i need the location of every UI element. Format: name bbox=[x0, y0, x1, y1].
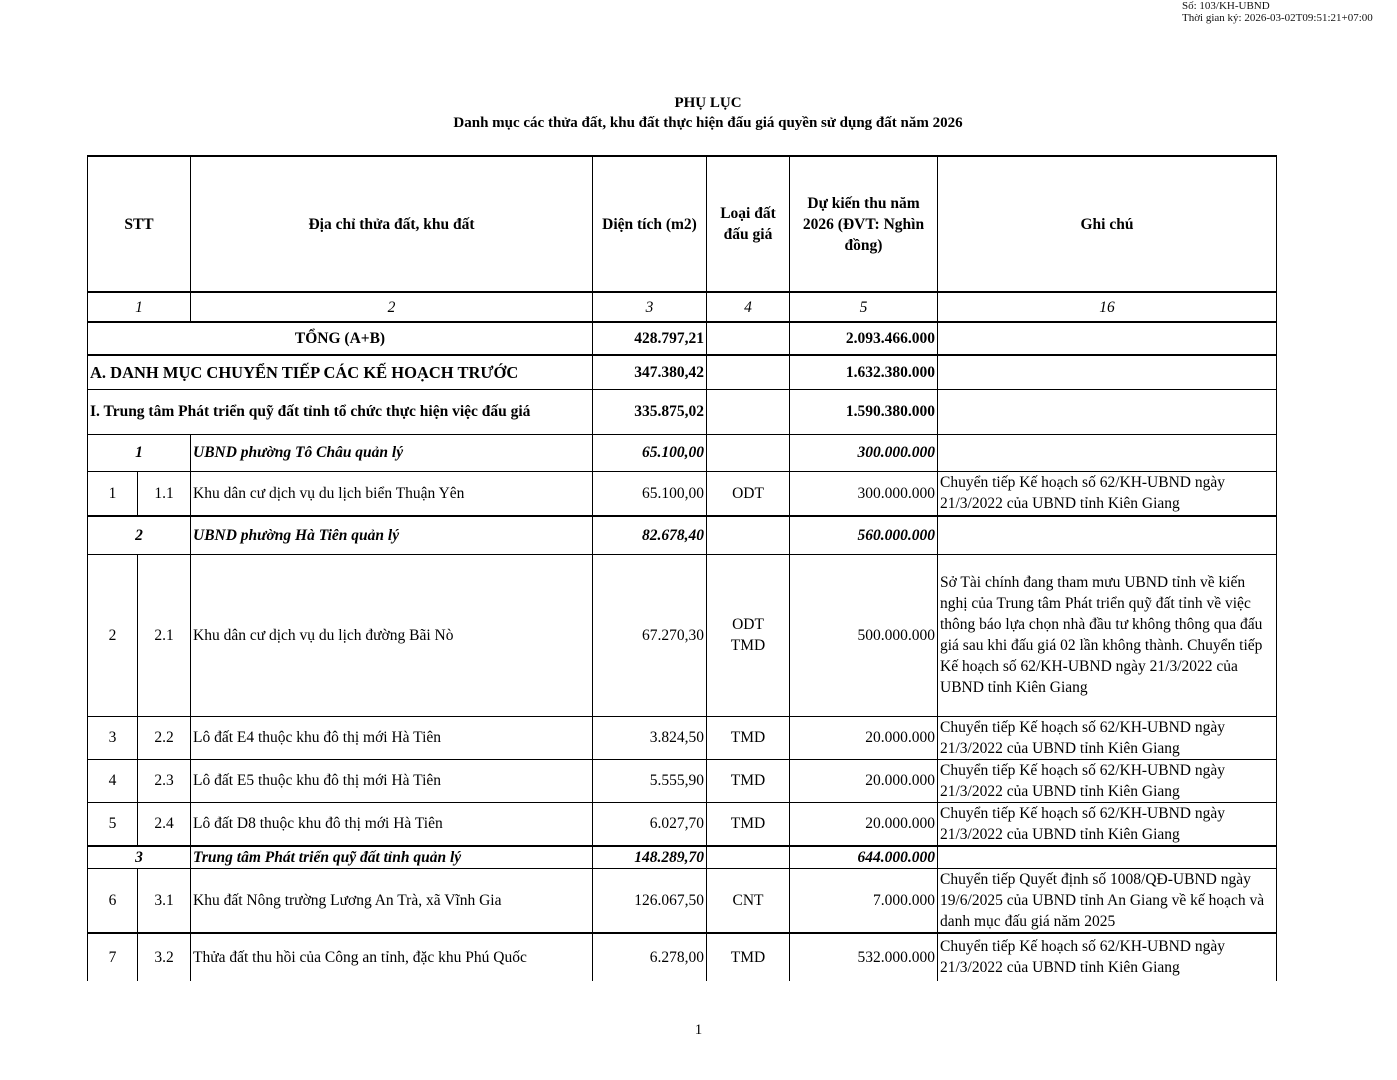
item-area: 6.278,00 bbox=[593, 933, 707, 981]
signed-time: Thời gian ký: 2026-03-02T09:51:21+07:00 bbox=[1182, 12, 1373, 24]
group-revenue: 644.000.000 bbox=[790, 846, 938, 869]
group-label: UBND phường Tô Châu quản lý bbox=[191, 434, 593, 471]
column-number-row bbox=[88, 292, 1277, 322]
table-row bbox=[88, 716, 1277, 759]
total-area: 428.797,21 bbox=[593, 322, 707, 355]
item-area: 65.100,00 bbox=[593, 471, 707, 516]
item-sub-number: 2.1 bbox=[138, 554, 191, 716]
total-label: TỔNG (A+B) bbox=[88, 322, 593, 355]
item-address: Thửa đất thu hồi của Công an tỉnh, đặc khu Phú Quốc bbox=[191, 933, 593, 981]
section-a-row bbox=[88, 355, 1277, 389]
item-area: 3.824,50 bbox=[593, 716, 707, 759]
item-revenue: 7.000.000 bbox=[790, 868, 938, 933]
item-note: Chuyển tiếp Quyết định số 1008/QĐ-UBND ngày 19/6/2025 của UBND tỉnh An Giang về kế hoạch và danh mục đấu giá năm 2025 bbox=[938, 868, 1277, 933]
group-number: 2 bbox=[88, 516, 191, 554]
item-sub-number: 3.2 bbox=[138, 933, 191, 981]
item-revenue: 300.000.000 bbox=[790, 471, 938, 516]
item-address: Khu dân cư dịch vụ du lịch đường Bãi Nò bbox=[191, 554, 593, 716]
colnum-4: 4 bbox=[707, 292, 790, 322]
group-area: 148.289,70 bbox=[593, 846, 707, 869]
colnum-2: 2 bbox=[191, 292, 593, 322]
item-revenue: 500.000.000 bbox=[790, 554, 938, 716]
section-i-label: I. Trung tâm Phát triển quỹ đất tỉnh tổ chức thực hiện việc đấu giá bbox=[88, 389, 593, 434]
appendix-heading: PHỤ LỤC bbox=[674, 95, 742, 111]
section-a-revenue: 1.632.380.000 bbox=[790, 355, 938, 389]
item-stt: 3 bbox=[88, 716, 138, 759]
item-sub-number: 1.1 bbox=[138, 471, 191, 516]
group-label: Trung tâm Phát triển quỹ đất tỉnh quản lý bbox=[191, 846, 593, 869]
table-row bbox=[88, 554, 1277, 716]
table-row bbox=[88, 868, 1277, 933]
total-row bbox=[88, 322, 1277, 355]
section-a-label: A. DANH MỤC CHUYỂN TIẾP CÁC KẾ HOẠCH TRƯỚC bbox=[88, 355, 593, 389]
header-note: Ghi chú bbox=[938, 156, 1277, 292]
page-number: 1 bbox=[694, 1022, 703, 1038]
document-number: Số: 103/KH-UBND bbox=[1182, 0, 1270, 12]
item-address: Lô đất E5 thuộc khu đô thị mới Hà Tiên bbox=[191, 759, 593, 802]
group-label: UBND phường Hà Tiên quản lý bbox=[191, 516, 593, 554]
group-row bbox=[88, 846, 1277, 869]
item-land-type: TMD bbox=[707, 716, 790, 759]
group-row bbox=[88, 516, 1277, 554]
header-stt: STT bbox=[88, 156, 191, 292]
item-stt: 4 bbox=[88, 759, 138, 802]
item-area: 6.027,70 bbox=[593, 802, 707, 846]
item-revenue: 532.000.000 bbox=[790, 933, 938, 981]
signature-block bbox=[1182, 0, 1373, 24]
item-note: Chuyển tiếp Kế hoạch số 62/KH-UBND ngày 21/3/2022 của UBND tỉnh Kiên Giang bbox=[938, 759, 1277, 802]
table-row bbox=[88, 759, 1277, 802]
item-sub-number: 2.4 bbox=[138, 802, 191, 846]
item-stt: 7 bbox=[88, 933, 138, 981]
land-auction-table bbox=[87, 155, 1277, 981]
header-area: Diện tích (m2) bbox=[593, 156, 707, 292]
section-i-revenue: 1.590.380.000 bbox=[790, 389, 938, 434]
item-area: 126.067,50 bbox=[593, 868, 707, 933]
item-note: Chuyển tiếp Kế hoạch số 62/KH-UBND ngày 21/3/2022 của UBND tỉnh Kiên Giang bbox=[938, 716, 1277, 759]
item-land-type: TMD bbox=[707, 802, 790, 846]
item-stt: 1 bbox=[88, 471, 138, 516]
appendix-subheading: Danh mục các thửa đất, khu đất thực hiện đấu giá quyền sử dụng đất năm 2026 bbox=[453, 115, 963, 131]
header-address: Địa chỉ thửa đất, khu đất bbox=[191, 156, 593, 292]
header-expected-revenue: Dự kiến thu năm 2026 (ĐVT: Nghìn đồng) bbox=[790, 156, 938, 292]
item-note: Sở Tài chính đang tham mưu UBND tỉnh về kiến nghị của Trung tâm Phát triển quỹ đất tỉnh về việc thông báo lựa chọn nhà đầu tư không thông qua đấu giá sau khi đấu giá 02 lần không thành. Chuyển tiếp Kế hoạch số 62/KH-UBND ngày 21/3/2022 của UBND tỉnh Kiên Giang bbox=[938, 554, 1277, 716]
item-note: Chuyển tiếp Kế hoạch số 62/KH-UBND ngày 21/3/2022 của UBND tỉnh Kiên Giang bbox=[938, 933, 1277, 981]
item-address: Lô đất E4 thuộc khu đô thị mới Hà Tiên bbox=[191, 716, 593, 759]
group-revenue: 300.000.000 bbox=[790, 434, 938, 471]
group-row bbox=[88, 434, 1277, 471]
item-land-type: ODT bbox=[707, 471, 790, 516]
header-row bbox=[88, 156, 1277, 292]
land-type-line: ODT bbox=[732, 616, 764, 633]
section-i-row bbox=[88, 389, 1277, 434]
colnum-5: 5 bbox=[790, 292, 938, 322]
item-note: Chuyển tiếp Kế hoạch số 62/KH-UBND ngày 21/3/2022 của UBND tỉnh Kiên Giang bbox=[938, 802, 1277, 846]
item-land-type: CNT bbox=[707, 868, 790, 933]
document-title bbox=[0, 93, 1397, 133]
item-land-type: TMD bbox=[707, 933, 790, 981]
group-number: 1 bbox=[88, 434, 191, 471]
table-row bbox=[88, 471, 1277, 516]
item-stt: 2 bbox=[88, 554, 138, 716]
item-revenue: 20.000.000 bbox=[790, 759, 938, 802]
land-type-line: TMD bbox=[730, 637, 766, 654]
table-row bbox=[88, 933, 1277, 981]
item-area: 5.555,90 bbox=[593, 759, 707, 802]
total-revenue: 2.093.466.000 bbox=[790, 322, 938, 355]
item-sub-number: 2.2 bbox=[138, 716, 191, 759]
colnum-3: 3 bbox=[593, 292, 707, 322]
section-i-area: 335.875,02 bbox=[593, 389, 707, 434]
item-address: Khu dân cư dịch vụ du lịch biển Thuận Yên bbox=[191, 471, 593, 516]
item-sub-number: 3.1 bbox=[138, 868, 191, 933]
item-revenue: 20.000.000 bbox=[790, 716, 938, 759]
header-land-type: Loại đất đấu giá bbox=[707, 156, 790, 292]
item-address: Khu đất Nông trường Lương An Trà, xã Vĩnh Gia bbox=[191, 868, 593, 933]
colnum-16: 16 bbox=[938, 292, 1277, 322]
section-a-area: 347.380,42 bbox=[593, 355, 707, 389]
item-revenue: 20.000.000 bbox=[790, 802, 938, 846]
item-land-type bbox=[707, 554, 790, 716]
item-land-type: TMD bbox=[707, 759, 790, 802]
table-row bbox=[88, 802, 1277, 846]
item-address: Lô đất D8 thuộc khu đô thị mới Hà Tiên bbox=[191, 802, 593, 846]
item-stt: 6 bbox=[88, 868, 138, 933]
item-sub-number: 2.3 bbox=[138, 759, 191, 802]
item-stt: 5 bbox=[88, 802, 138, 846]
group-area: 82.678,40 bbox=[593, 516, 707, 554]
item-note: Chuyển tiếp Kế hoạch số 62/KH-UBND ngày 21/3/2022 của UBND tỉnh Kiên Giang bbox=[938, 471, 1277, 516]
item-area: 67.270,30 bbox=[593, 554, 707, 716]
colnum-1: 1 bbox=[88, 292, 191, 322]
group-area: 65.100,00 bbox=[593, 434, 707, 471]
group-number: 3 bbox=[88, 846, 191, 869]
group-revenue: 560.000.000 bbox=[790, 516, 938, 554]
